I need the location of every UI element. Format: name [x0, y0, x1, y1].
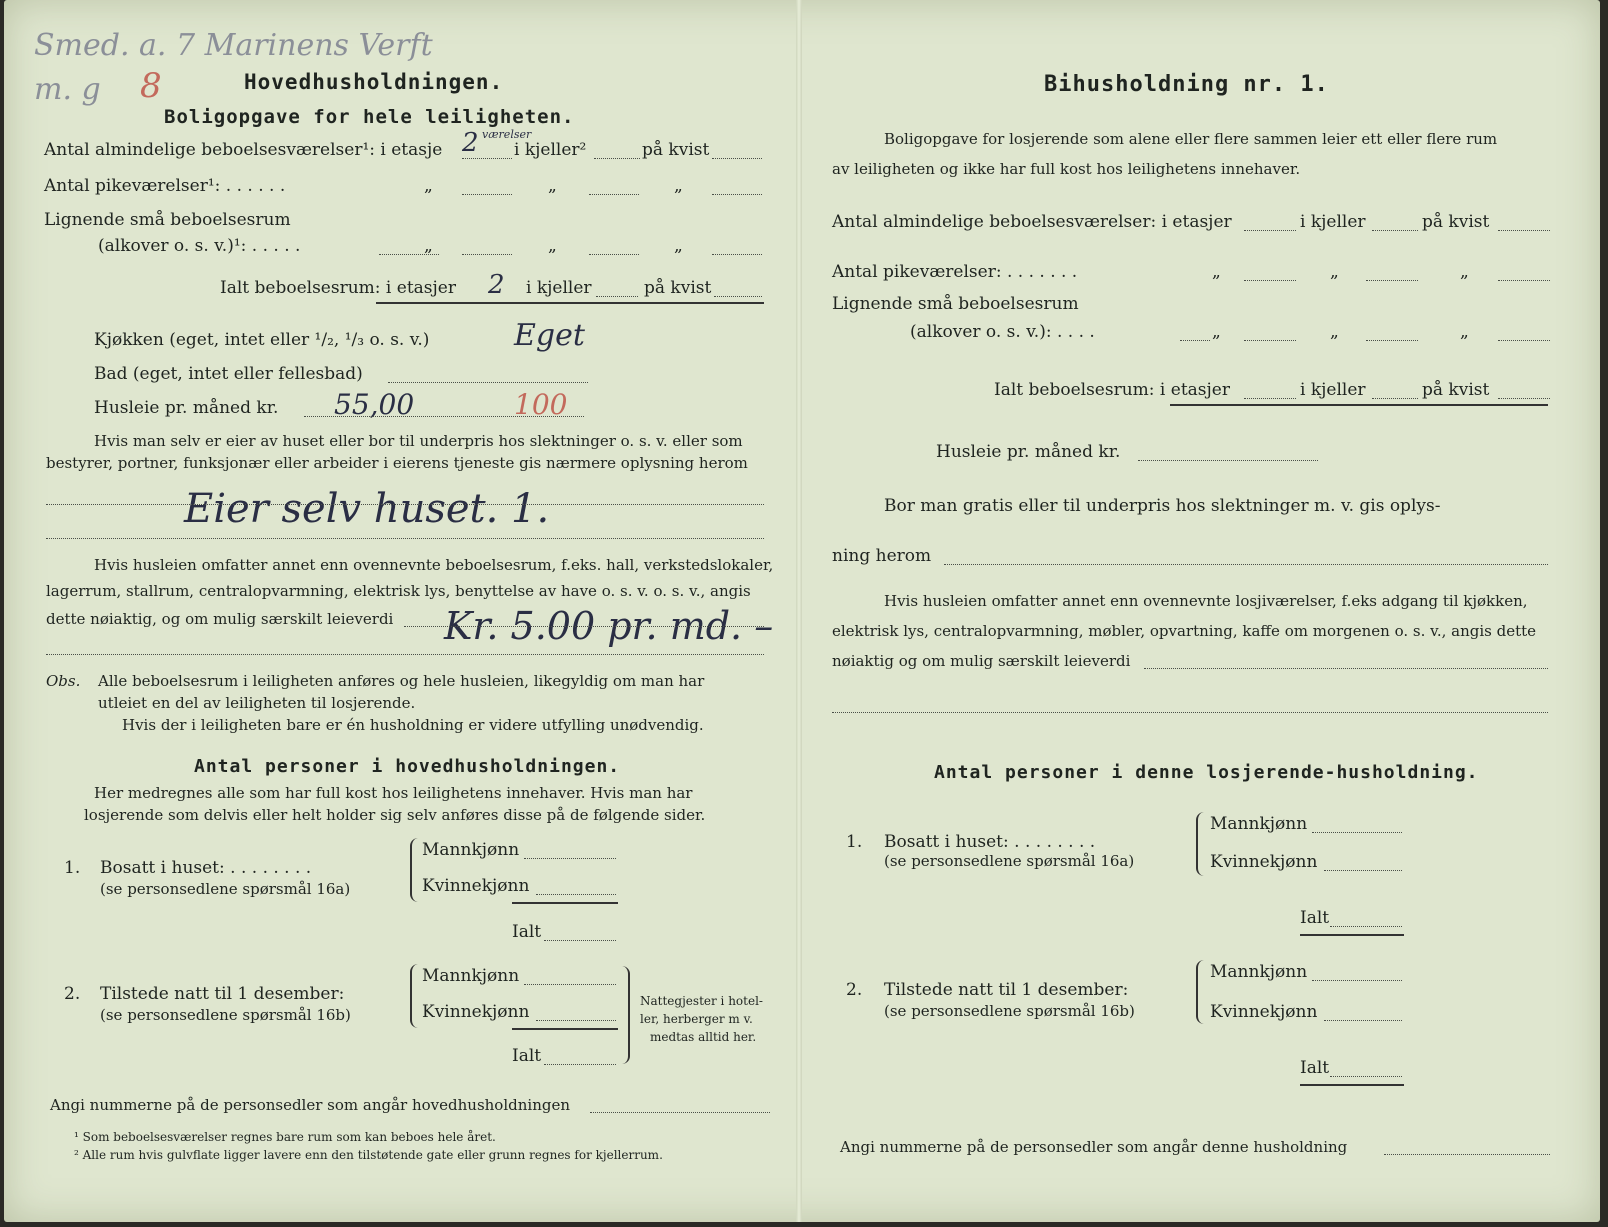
sub-pike-label: Antal pikeværelser: . . . . . . .: [832, 262, 1078, 282]
total-kvist-field[interactable]: [714, 296, 762, 297]
sub-small-kvist-field[interactable]: [1498, 340, 1550, 341]
sub-includes-text-2: elektrisk lys, centralopvarmning, møbler, opvartning, kaffe om morgenen o. s. v., angis dette: [832, 622, 1537, 640]
owner-instructions-2: bestyrer, portner, funksjonær eller arbeider i eierens tjeneste gis nærmere oplysning herom: [46, 454, 748, 472]
sub-rooms-kvist-label: på kvist: [1422, 212, 1490, 232]
sub-q1-total-field[interactable]: [1330, 926, 1402, 927]
owner-field-line-1[interactable]: [46, 504, 764, 505]
kitchen-label: Kjøkken (eget, intet eller ¹/₂, ¹/₃ o. s. v.): [94, 330, 430, 350]
page-fold: [796, 0, 802, 1222]
sub-q2-total-field[interactable]: [1330, 1076, 1402, 1077]
sub-rooms-kvist-field[interactable]: [1498, 230, 1550, 231]
includes-text-2: lagerrum, stallrum, centralopvarmning, elektrisk lys, benyttelse av have o. s. v. o. s. v., angis: [46, 582, 751, 600]
rooms-kvist-field[interactable]: [712, 158, 762, 159]
sub-q1-label: Bosatt i huset: . . . . . . . .: [884, 832, 1096, 852]
night-guests-note-3: medtas alltid her.: [650, 1030, 757, 1044]
sub-rooms-kjeller-label: i kjeller: [1300, 212, 1366, 232]
q2-sublabel: (se personsedlene spørsmål 16b): [100, 1006, 351, 1024]
footnote-1: ¹ Som beboelsesværelser regnes bare rum som kan beboes hele året.: [74, 1130, 496, 1144]
sub-total-underline: [1170, 404, 1548, 406]
sub-small-kjeller-field[interactable]: [1366, 340, 1418, 341]
q1-number: 1.: [64, 858, 81, 878]
main-household-subtitle: Boligopgave for hele leiligheten.: [164, 106, 575, 128]
q1-female-field[interactable]: [536, 894, 616, 895]
q2-right-brace: [618, 966, 630, 1064]
sub-q1-sublabel: (se personsedlene spørsmål 16a): [884, 852, 1135, 870]
q2-sum-rule: [512, 1028, 618, 1030]
owner-field-line-2[interactable]: [46, 538, 764, 539]
sub-total-kjeller-label: i kjeller: [1300, 380, 1366, 400]
q2-total-label: Ialt: [512, 1046, 542, 1066]
sub-small-etasje-field[interactable]: [1244, 340, 1296, 341]
q1-label: Bosatt i huset: . . . . . . . .: [100, 858, 312, 878]
main-household-title: Hovedhusholdningen.: [244, 70, 504, 94]
sub-pike-ditto-2: „: [1330, 262, 1339, 282]
sub-q1-male-label: Mannkjønn: [1210, 814, 1308, 834]
sub-q1-total-rule: [1300, 934, 1404, 936]
rooms-kvist-label: på kvist: [642, 140, 710, 160]
small-ditto-3: „: [674, 236, 683, 256]
sub-rooms-kjeller-field[interactable]: [1372, 230, 1418, 231]
sub-includes-field-1[interactable]: [1144, 668, 1548, 669]
q2-female-label: Kvinnekjønn: [422, 1002, 530, 1022]
pike-ditto-3: „: [674, 176, 683, 196]
rooms-label: Antal almindelige beboelsesværelser¹: i etasje: [44, 140, 443, 160]
sub-q1-female-label: Kvinnekjønn: [1210, 852, 1318, 872]
night-guests-note-2: ler, herberger m v.: [640, 1012, 753, 1026]
sub-q2-female-label: Kvinnekjønn: [1210, 1002, 1318, 1022]
small-ditto-1: „: [424, 236, 433, 256]
sub-q1-male-field[interactable]: [1312, 832, 1402, 833]
rent-label: Husleie pr. måned kr.: [94, 398, 279, 418]
sub-free-text-1: Bor man gratis eller til underpris hos slektninger m. v. gis oplys-: [884, 496, 1441, 516]
sub-free-text-2: ning herom: [832, 546, 932, 566]
obs-text-3: Hvis der i leiligheten bare er én husholdning er videre utfylling unødvendig.: [122, 716, 704, 734]
rooms-etasje-value: 2: [462, 128, 479, 158]
rent-value: 55,00: [334, 388, 415, 421]
sub-total-kvist-label: på kvist: [1422, 380, 1490, 400]
sub-household-title: Bihusholdning nr. 1.: [1044, 72, 1329, 97]
sub-pike-kvist-field[interactable]: [1498, 280, 1550, 281]
total-rooms-label: Ialt beboelsesrum: i etasjer: [220, 278, 456, 298]
includes-field-line-1[interactable]: [404, 626, 764, 627]
rooms-etasje-superscript: værelser: [482, 128, 532, 141]
sub-q2-male-field[interactable]: [1312, 980, 1402, 981]
small-kjeller-field[interactable]: [589, 254, 639, 255]
main-household-numbers-label: Angi nummerne på de personsedler som angår hovedhusholdningen: [50, 1096, 570, 1114]
sub-includes-field-2[interactable]: [832, 712, 1548, 713]
sub-household-intro-2: av leiligheten og ikke har full kost hos leilighetens innehaver.: [832, 160, 1301, 178]
pike-ditto-1: „: [424, 176, 433, 196]
obs-text-1: Alle beboelsesrum i leiligheten anføres og hele husleien, likegyldig om man har: [98, 672, 705, 690]
main-household-numbers-field[interactable]: [590, 1112, 770, 1113]
sub-q2-total-rule: [1300, 1084, 1404, 1086]
sub-rooms-label: Antal almindelige beboelsesværelser: i etasjer: [832, 212, 1232, 232]
small-ditto-2: „: [548, 236, 557, 256]
small-rooms-label-2: (alkover o. s. v.)¹: . . . . .: [98, 236, 301, 256]
total-kvist-label: på kvist: [644, 278, 712, 298]
sub-total-kjeller-field[interactable]: [1372, 398, 1418, 399]
small-rooms-label: Lignende små beboelsesrum: [44, 210, 291, 230]
pike-etasje-field[interactable]: [462, 194, 512, 195]
bath-field[interactable]: [388, 382, 588, 383]
sub-q1-brace: [1196, 812, 1206, 876]
rent-red-value: 100: [514, 388, 568, 421]
sub-pike-ditto-3: „: [1460, 262, 1469, 282]
persons-intro-1: Her medregnes alle som har full kost hos leilighetens innehaver. Hvis man har: [94, 784, 693, 802]
q2-male-label: Mannkjønn: [422, 966, 520, 986]
total-underline: [376, 302, 764, 304]
rooms-kjeller-label: i kjeller²: [514, 140, 587, 160]
sub-q2-male-label: Mannkjønn: [1210, 962, 1308, 982]
sub-pike-kjeller-field[interactable]: [1366, 280, 1418, 281]
kitchen-value: Eget: [514, 318, 585, 353]
owner-handwritten-answer: Eier selv huset. 1.: [184, 486, 550, 532]
q2-brace: [410, 964, 420, 1028]
sub-household-numbers-label: Angi nummerne på de personsedler som angår denne husholdning: [840, 1138, 1348, 1156]
sub-small-ditto-3: „: [1460, 322, 1469, 342]
sub-total-etasje-field[interactable]: [1244, 398, 1296, 399]
pencil-annotation-line1: Smed. a. 7 Marinens Verft: [34, 28, 433, 63]
sub-q2-number: 2.: [846, 980, 863, 1000]
bath-label: Bad (eget, intet eller fellesbad): [94, 364, 363, 384]
sub-q2-total-label: Ialt: [1300, 1058, 1330, 1078]
persons-section-title: Antal personer i hovedhusholdningen.: [194, 756, 621, 777]
pencil-annotation-line2: m. g: [34, 72, 101, 107]
total-rooms-value: 2: [488, 270, 505, 300]
obs-label: Obs.: [46, 672, 81, 690]
q1-sum-rule: [512, 902, 618, 904]
q1-total-field[interactable]: [544, 940, 616, 941]
persons-intro-2: losjerende som delvis eller helt holder sig selv anføres disse på de følgende sider.: [84, 806, 706, 824]
rooms-kjeller-field[interactable]: [594, 158, 640, 159]
q1-total-label: Ialt: [512, 922, 542, 942]
sub-total-kvist-field[interactable]: [1498, 398, 1550, 399]
sub-rooms-etasje-field[interactable]: [1244, 230, 1296, 231]
sub-total-rooms-label: Ialt beboelsesrum: i etasjer: [994, 380, 1230, 400]
pike-ditto-2: „: [548, 176, 557, 196]
rooms-etasje-field[interactable]: [462, 158, 512, 159]
q1-brace: [410, 838, 420, 902]
q2-total-field[interactable]: [544, 1064, 616, 1065]
sub-q2-brace: [1196, 960, 1206, 1024]
census-form-sheet: [4, 0, 1600, 1222]
obs-text-2: utleiet en del av leiligheten til losjerende.: [98, 694, 416, 712]
sub-q2-label: Tilstede natt til 1 desember:: [884, 980, 1129, 1000]
red-annotation-number: 8: [140, 66, 162, 106]
sub-pike-etasje-field[interactable]: [1244, 280, 1296, 281]
small-kvist-field[interactable]: [712, 254, 762, 255]
pike-rooms-label: Antal pikeværelser¹: . . . . . .: [44, 176, 286, 196]
rent-field[interactable]: [304, 416, 584, 417]
sub-q1-number: 1.: [846, 832, 863, 852]
sub-q2-female-field[interactable]: [1324, 1020, 1402, 1021]
night-guests-note-1: Nattegjester i hotel-: [640, 994, 763, 1008]
q2-male-field[interactable]: [524, 984, 616, 985]
q1-male-field[interactable]: [524, 858, 616, 859]
sub-pike-ditto-1: „: [1212, 262, 1221, 282]
small-etasje-field[interactable]: [462, 254, 512, 255]
includes-field-line-2[interactable]: [46, 654, 764, 655]
sub-q2-sublabel: (se personsedlene spørsmål 16b): [884, 1002, 1135, 1020]
sub-includes-text-3: nøiaktig og om mulig særskilt leieverdi: [832, 652, 1131, 670]
total-kjeller-label: i kjeller: [526, 278, 592, 298]
q1-female-label: Kvinnekjønn: [422, 876, 530, 896]
footnote-2: ² Alle rum hvis gulvflate ligger lavere enn den tilstøtende gate eller grunn regnes for kjellerrum.: [74, 1148, 663, 1162]
sub-small-rooms-label: Lignende små beboelsesrum: [832, 294, 1079, 314]
sub-includes-text-1: Hvis husleien omfatter annet enn ovennevnte losjiværelser, f.eks adgang til kjøkken,: [884, 592, 1528, 610]
q1-male-label: Mannkjønn: [422, 840, 520, 860]
owner-instructions-1: Hvis man selv er eier av huset eller bor til underpris hos slektninger o. s. v. eller som: [94, 432, 743, 450]
sub-small-ditto-2: „: [1330, 322, 1339, 342]
sub-household-intro-1: Boligopgave for losjerende som alene eller flere sammen leier ett eller flere rum: [884, 130, 1498, 148]
includes-handwritten-answer: Kr. 5.00 pr. md. –: [444, 604, 774, 648]
pike-kvist-field[interactable]: [712, 194, 762, 195]
includes-text-1: Hvis husleien omfatter annet enn ovennevnte beboelsesrum, f.eks. hall, verkstedslokaler,: [94, 556, 774, 574]
q2-label: Tilstede natt til 1 desember:: [100, 984, 345, 1004]
sub-rent-field[interactable]: [1138, 460, 1318, 461]
sub-q1-female-field[interactable]: [1324, 870, 1402, 871]
q2-number: 2.: [64, 984, 81, 1004]
sub-household-numbers-field[interactable]: [1384, 1154, 1550, 1155]
sub-small-rooms-label-2: (alkover o. s. v.): . . . .: [910, 322, 1095, 342]
includes-text-3: dette nøiaktig, og om mulig særskilt leieverdi: [46, 610, 394, 628]
sub-small-field-1[interactable]: [1180, 340, 1210, 341]
pike-kjeller-field[interactable]: [589, 194, 639, 195]
total-kjeller-field[interactable]: [596, 296, 638, 297]
sub-free-field[interactable]: [944, 564, 1548, 565]
q1-sublabel: (se personsedlene spørsmål 16a): [100, 880, 351, 898]
sub-rent-label: Husleie pr. måned kr.: [936, 442, 1121, 462]
sub-persons-section-title: Antal personer i denne losjerende-husholdning.: [934, 762, 1479, 783]
sub-q1-total-label: Ialt: [1300, 908, 1330, 928]
sub-small-ditto-1: „: [1212, 322, 1221, 342]
q2-female-field[interactable]: [536, 1020, 616, 1021]
